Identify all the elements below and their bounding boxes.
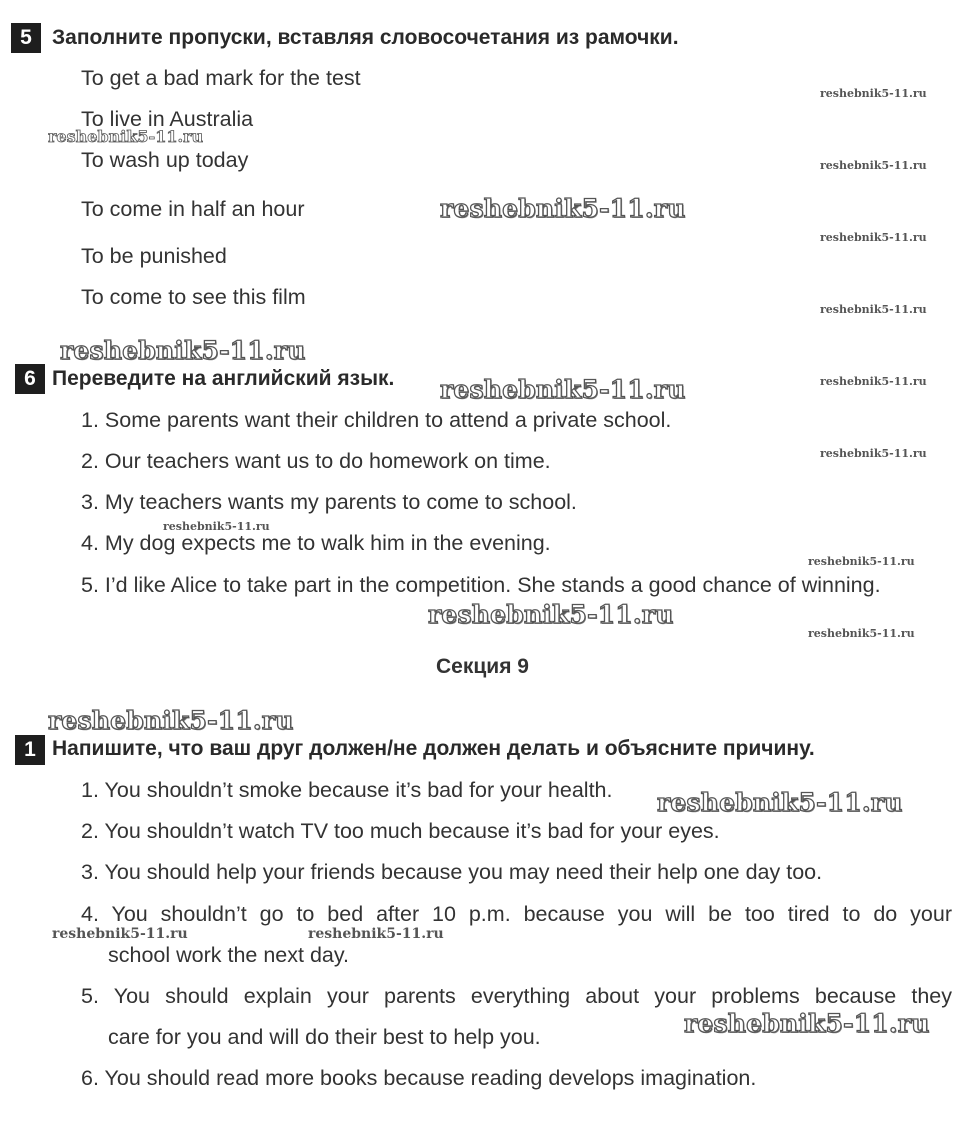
watermark-stamp: reshebnik5-11.ru	[820, 87, 927, 100]
task-1-item-2: 2. You shouldn’t watch TV too much because it’s bad for your eyes.	[81, 819, 720, 843]
watermark-stamp: reshebnik5-11.ru	[820, 159, 927, 172]
task-5-item-5: To be punished	[81, 244, 227, 268]
watermark-stamp: reshebnik5-11.ru	[428, 600, 674, 629]
task-1-item-5-line-2: care for you and will do their best to help you.	[108, 1025, 541, 1049]
watermark-stamp: reshebnik5-11.ru	[684, 1009, 930, 1038]
task-1-title: Напишите, что ваш друг должен/не должен делать и объясните причину.	[52, 737, 815, 760]
task-6-title: Переведите на английский язык.	[52, 367, 395, 390]
task-6-item-4: 4. My dog expects me to walk him in the evening.	[81, 531, 551, 555]
task-5-item-6: To come to see this film	[81, 285, 306, 309]
watermark-stamp: reshebnik5-11.ru	[820, 375, 927, 388]
watermark-stamp: reshebnik5-11.ru	[808, 555, 915, 568]
task-1-item-5-line-1: 5. You should explain your parents everything about your problems because they	[81, 984, 952, 1008]
watermark-stamp: reshebnik5-11.ru	[48, 706, 294, 735]
watermark-stamp: reshebnik5-11.ru	[440, 375, 686, 404]
watermark-stamp: reshebnik5-11.ru	[48, 127, 204, 146]
task-5-item-4: To come in half an hour	[81, 197, 305, 221]
watermark-stamp: reshebnik5-11.ru	[440, 194, 686, 223]
watermark-stamp: reshebnik5-11.ru	[60, 336, 306, 365]
watermark-stamp: reshebnik5-11.ru	[820, 231, 927, 244]
task-1-number-badge: 1	[15, 735, 45, 765]
task-6-item-2: 2. Our teachers want us to do homework on time.	[81, 449, 551, 473]
task-1-item-4-line-2: school work the next day.	[108, 943, 350, 967]
task-6-item-5: 5. I’d like Alice to take part in the competition. She stands a good chance of winning.	[81, 573, 881, 597]
watermark-stamp: reshebnik5-11.ru	[308, 926, 444, 942]
task-1-item-1: 1. You shouldn’t smoke because it’s bad for your health.	[81, 778, 613, 802]
watermark-stamp: reshebnik5-11.ru	[163, 520, 270, 533]
task-6-number-badge: 6	[15, 364, 45, 394]
task-1-item-6: 6. You should read more books because reading develops imagination.	[81, 1066, 757, 1090]
watermark-stamp: reshebnik5-11.ru	[657, 788, 903, 817]
task-6-item-1: 1. Some parents want their children to attend a private school.	[81, 408, 672, 432]
task-5-number-badge: 5	[11, 23, 41, 53]
task-1-item-4-line-1: 4. You shouldn’t go to bed after 10 p.m. because you will be too tired to do your	[81, 902, 952, 926]
task-1-item-3: 3. You should help your friends because you may need their help one day too.	[81, 860, 823, 884]
watermark-stamp: reshebnik5-11.ru	[52, 926, 188, 942]
task-5-item-1: To get a bad mark for the test	[81, 66, 361, 90]
task-5-title: Заполните пропуски, вставляя словосочетания из рамочки.	[52, 26, 679, 49]
task-5-item-3: To wash up today	[81, 148, 249, 172]
watermark-stamp: reshebnik5-11.ru	[820, 447, 927, 460]
watermark-stamp: reshebnik5-11.ru	[808, 627, 915, 640]
watermark-stamp: reshebnik5-11.ru	[820, 303, 927, 316]
section-title: Секция 9	[436, 655, 529, 678]
task-6-item-3: 3. My teachers wants my parents to come to school.	[81, 490, 577, 514]
task-5-item-2: To live in Australia	[81, 107, 254, 131]
